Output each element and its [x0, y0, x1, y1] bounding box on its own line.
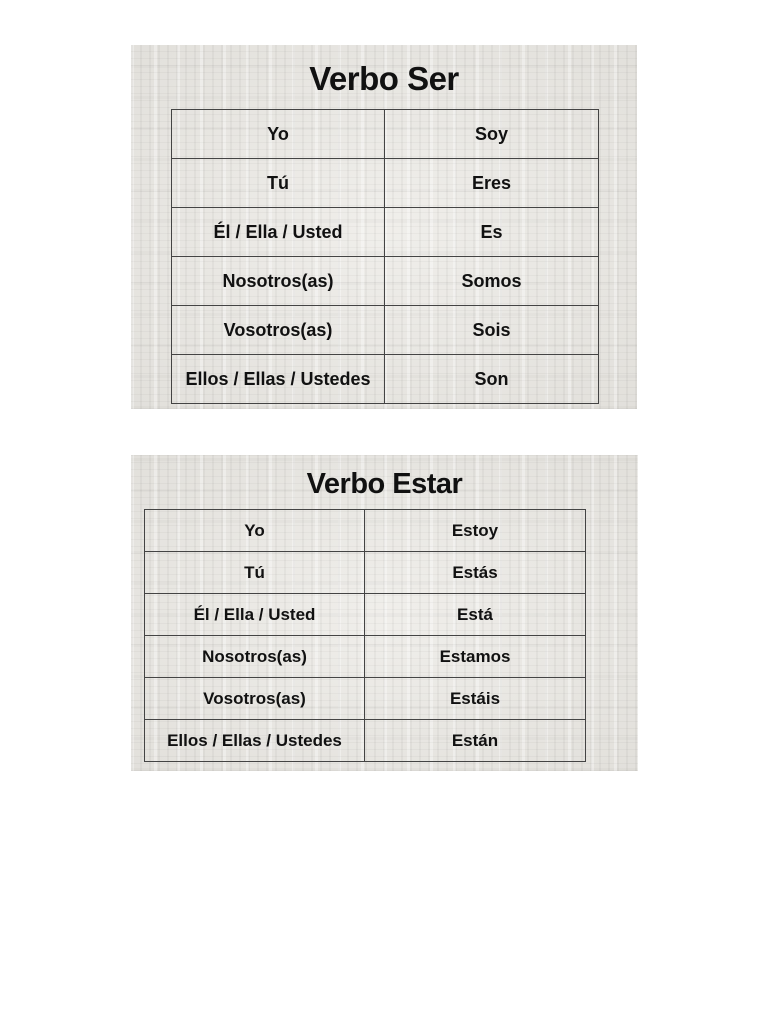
table-row: [145, 510, 586, 552]
pronoun-cell: Ellos / Ellas / Ustedes: [172, 355, 385, 404]
table-row: [145, 636, 586, 678]
pronoun-cell: Vosotros(as): [145, 678, 365, 720]
pronoun-cell: Él / Ella / Usted: [145, 594, 365, 636]
verbo-ser-card: [131, 45, 637, 409]
verbo-estar-card: [131, 455, 638, 771]
pronoun-cell: Nosotros(as): [145, 636, 365, 678]
conjugation-cell: Están: [365, 720, 586, 762]
conjugation-cell: Son: [385, 355, 599, 404]
conjugation-cell: Somos: [385, 257, 599, 306]
table-row: [172, 355, 599, 404]
conjugation-cell: Está: [365, 594, 586, 636]
table-row: [145, 552, 586, 594]
verbo-ser-title: Verbo Ser: [309, 60, 459, 97]
table-row: [172, 208, 599, 257]
table-row: [172, 110, 599, 159]
table-row: [145, 594, 586, 636]
conjugation-cell: Soy: [385, 110, 599, 159]
pronoun-cell: Ellos / Ellas / Ustedes: [145, 720, 365, 762]
table-row: [172, 257, 599, 306]
pronoun-cell: Tú: [145, 552, 365, 594]
conjugation-cell: Estoy: [365, 510, 586, 552]
conjugation-cell: Estamos: [365, 636, 586, 678]
table-row: [145, 678, 586, 720]
pronoun-cell: Vosotros(as): [172, 306, 385, 355]
conjugation-cell: Estás: [365, 552, 586, 594]
conjugation-cell: Eres: [385, 159, 599, 208]
conjugation-cell: Sois: [385, 306, 599, 355]
pronoun-cell: Él / Ella / Usted: [172, 208, 385, 257]
table-row: [172, 306, 599, 355]
pronoun-cell: Tú: [172, 159, 385, 208]
conjugation-cell: Estáis: [365, 678, 586, 720]
verbo-estar-table: [144, 509, 586, 762]
verbo-estar-title: Verbo Estar: [306, 468, 463, 500]
conjugation-cell: Es: [385, 208, 599, 257]
pronoun-cell: Yo: [172, 110, 385, 159]
table-row: [172, 159, 599, 208]
pronoun-cell: Nosotros(as): [172, 257, 385, 306]
verbo-ser-table: [171, 109, 599, 404]
table-row: [145, 720, 586, 762]
pronoun-cell: Yo: [145, 510, 365, 552]
